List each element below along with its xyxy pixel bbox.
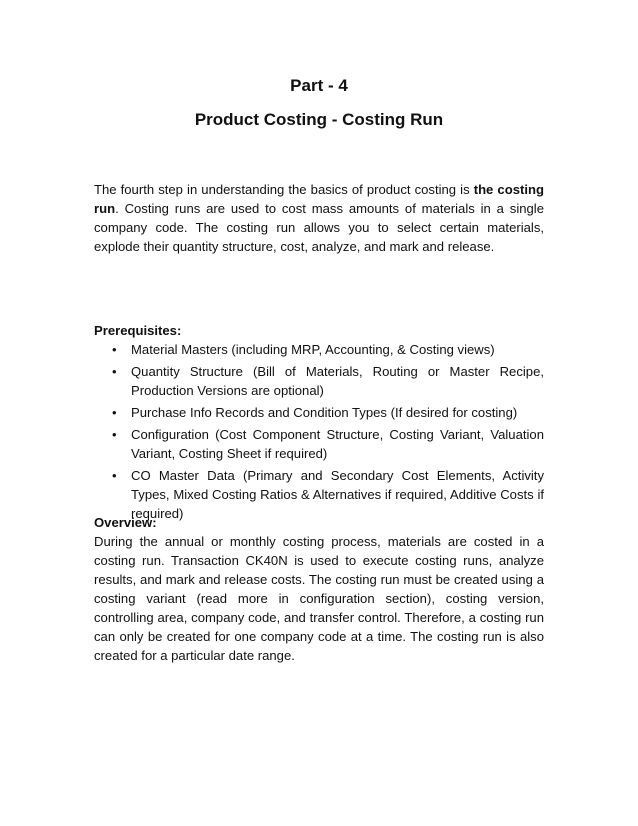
page-title: Product Costing - Costing Run xyxy=(194,110,444,129)
intro-paragraph xyxy=(94,180,544,256)
prerequisites-list xyxy=(94,340,544,523)
list-item xyxy=(94,403,544,422)
part-label: Part - 4 xyxy=(290,76,348,95)
overview-heading: Overview: xyxy=(94,515,157,530)
list-item-text: Material Masters (including MRP, Accounting, & Costing views) xyxy=(131,342,495,357)
intro-text-start: The fourth step in understanding the basics of product costing is xyxy=(94,182,474,197)
overview-section xyxy=(94,513,544,665)
list-item-text: CO Master Data (Primary and Secondary Cost Elements, Activity Types, Mixed Costing Ratios & Alternatives if required, Additive Costs if required) xyxy=(131,468,544,521)
list-item-text: Quantity Structure (Bill of Materials, Routing or Master Recipe, Production Versions are optional) xyxy=(131,364,544,398)
bullet-icon: • xyxy=(112,427,117,442)
prerequisites-heading: Prerequisites: xyxy=(94,323,182,338)
bullet-icon: • xyxy=(112,405,117,420)
bullet-icon: • xyxy=(112,468,117,483)
bullet-icon: • xyxy=(112,364,117,379)
bullet-icon: • xyxy=(112,342,117,357)
list-item xyxy=(94,340,544,359)
list-item-text: Purchase Info Records and Condition Types (If desired for costing) xyxy=(131,405,518,420)
prerequisites-section xyxy=(94,321,544,526)
list-item xyxy=(94,362,544,400)
list-item-text: Configuration (Cost Component Structure, Costing Variant, Valuation Variant, Costing Sheet if required) xyxy=(131,427,544,461)
list-item xyxy=(94,425,544,463)
intro-text-end: . Costing runs are used to cost mass amounts of materials in a single company code. The costing run allows you to select certain materials, explode their quantity structure, cost, analyze, and mark and release. xyxy=(94,201,544,254)
overview-paragraph: During the annual or monthly costing process, materials are costed in a costing run. Transaction CK40N is used to execute costing runs, analyze results, and mark and release costs. The costing run must be created using a costing variant (read more in configuration section), costing version, controlling area, company code, and transfer control. Therefore, a costing run can only be created for one company code at a time. The costing run is also created for a particular date range. xyxy=(94,534,544,663)
intro-bold-term: the costing run xyxy=(94,182,544,216)
